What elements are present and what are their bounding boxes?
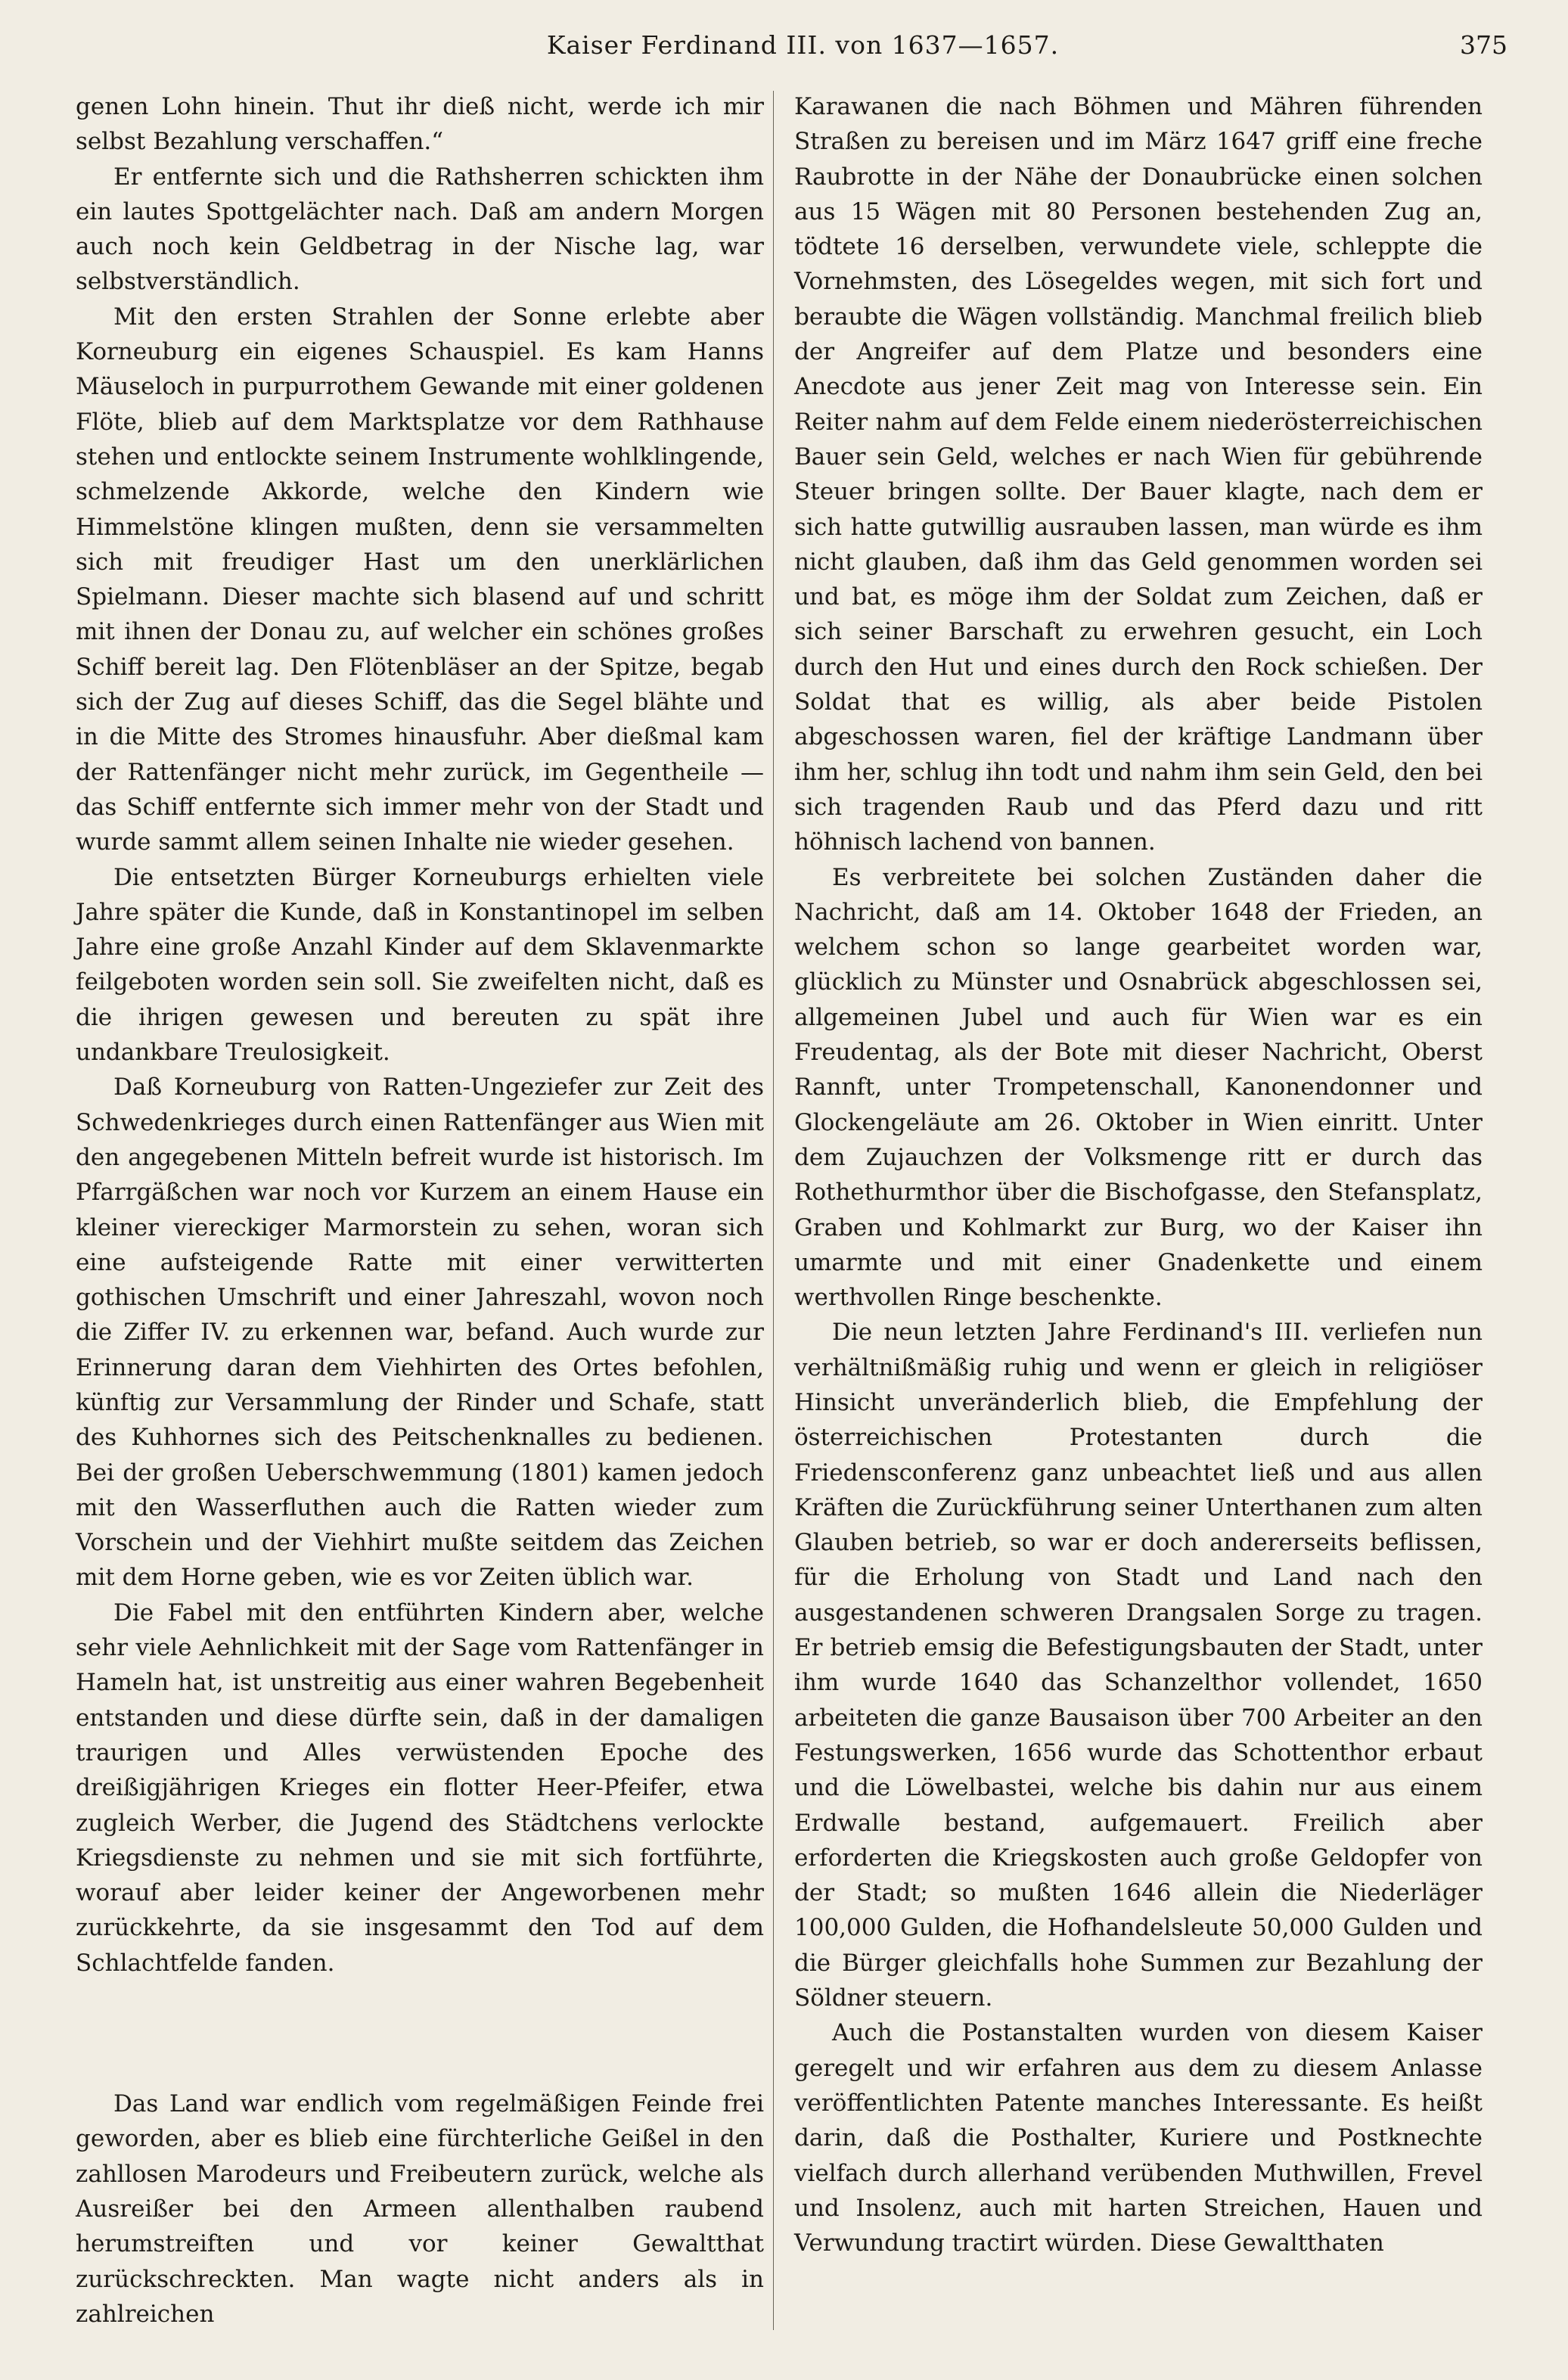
paragraph: Daß Korneuburg von Ratten-Ungeziefer zur Zeit des Schwedenkrieges durch einen Rattenfänger aus Wien mit den angegebenen Mitteln befreit wurde ist historisch. Im Pfarrgäßchen war noch vor Kurzem an einem Hause ein kleiner viereckiger Marmorstein zu sehen, woran sich eine aufsteigende Ratte mit einer verwitterten gothischen Umschrift und einer Jahreszahl, wovon noch die Ziffer IV. zu erkennen war, befand. Auch wurde zur Erinnerung daran dem Viehhirten des Ortes befohlen, künftig zur Versammlung der Rinder und Schafe, statt des Kuhhornes sich des Peitschenknalles zu bedienen. Bei der großen Ueberschwemmung (1801) kamen jedoch mit den Wasserfluthen auch die Ratten wieder zum Vorschein und der Viehhirt mußte seitdem das Zeichen mit dem Horne geben, wie es vor Zeiten üblich war. — [76, 1073, 764, 1592]
running-title: Kaiser Ferdinand III. von 1637—1657. — [546, 30, 1060, 60]
paragraph: Karawanen die nach Böhmen und Mähren führenden Straßen zu bereisen und im März 1647 griff eine freche Raubrotte in der Nähe der Donaubrücke einen solchen aus 15 Wägen mit 80 Personen bestehenden Zug an, tödtete 16 derselben, verwundete viele, schleppte die Vornehmsten, des Lösegeldes wegen, mit sich fort und beraubte die Wägen vollständig. Manchmal freilich blieb der Angreifer auf dem Platze und besonders eine Anecdote aus jener Zeit mag von Interesse sein. Ein Reiter nahm auf dem Felde einem niederösterreichischen Bauer sein Geld, welches er nach Wien für gebührende Steuer bringen sollte. Der Bauer klagte, nach dem er sich hatte gutwillig ausrauben lassen, man würde es ihm nicht glauben, daß ihm das Geld genommen worden sei und bat, es möge ihm der Soldat zum Zeichen, daß er sich seiner Barschaft zu erwehren gesucht, ein Loch durch den Hut und eines durch den Rock schießen. Der Soldat that es willig, als aber beide Pistolen abgeschossen waren, fiel der kräftige Landmann über ihm her, schlug ihn todt und nahm ihm sein Geld, den bei sich tragenden Raub und das Pferd dazu und ritt höhnisch lachend von bannen. — [794, 93, 1483, 856]
paragraph: Das Land war endlich vom regelmäßigen Feinde frei geworden, aber es blieb eine fürchterliche Geißel in den zahllosen Marodeurs und Freibeutern zurück, welche als Ausreißer bei den Armeen allenthalben raubend herumstreiften und vor keiner Gewaltthat zurückschreckten. Man wagte nicht anders als in zahlreichen — [76, 2090, 764, 2328]
paragraph: Er entfernte sich und die Rathsherren schickten ihm ein lautes Spottgelächter nach. Daß am andern Morgen auch noch kein Geldbetrag in der Nische lag, war selbstverständlich. — [76, 163, 764, 296]
right-column — [794, 89, 1483, 2260]
page-number: 375 — [1460, 30, 1507, 60]
paragraph: Die neun letzten Jahre Ferdinand's III. verliefen nun verhältnißmäßig ruhig und wenn er gleich in religiöser Hinsicht unveränderlich blieb, die Empfehlung der österreichischen Protestanten durch die Friedensconferenz ganz unbeachtet ließ und aus allen Kräften die Zurückführung seiner Unterthanen zum alten Glauben betrieb, so war er doch andererseits beflissen, für die Erholung von Stadt und Land nach den ausgestandenen schweren Drangsalen Sorge zu tragen. Er betrieb emsig die Befestigungsbauten der Stadt, unter ihm wurde 1640 das Schanzelthor vollendet, 1650 arbeiteten die ganze Bausaison über 700 Arbeiter an den Festungswerken, 1656 wurde das Schottenthor erbaut und die Löwelbastei, welche bis dahin nur aus einem Erdwalle bestand, aufgemauert. Freilich aber erforderten die Kriegskosten auch große Geldopfer von der Stadt; so mußten 1646 allein die Niederläger 100,000 Gulden, die Hofhandelsleute 50,000 Gulden und die Bürger gleichfalls hohe Summen zur Bezahlung der Söldner steuern. — [794, 1319, 1483, 2012]
paragraph: Die entsetzten Bürger Korneuburgs erhielten viele Jahre später die Kunde, daß in Konstantinopel im selben Jahre eine große Anzahl Kinder auf dem Sklavenmarkte feilgeboten worden sein soll. Sie zweifelten nicht, daß es die ihrigen gewesen und bereuten zu spät ihre undankbare Treulosigkeit. — [76, 863, 764, 1067]
paragraph: Es verbreitete bei solchen Zuständen daher die Nachricht, daß am 14. Oktober 1648 der Frieden, an welchem schon so lange gearbeitet worden war, glücklich zu Münster und Osnabrück abgeschlossen sei, allgemeinen Jubel und auch für Wien war es ein Freudentag, als der Bote mit dieser Nachricht, Oberst Rannft, unter Trompetenschall, Kanonendonner und Glockengeläute am 26. Oktober in Wien einritt. Unter dem Zujauchzen der Volksmenge ritt er durch das Rothethurmthor über die Bischofgasse, den Stefansplatz, Graben und Kohlmarkt zur Burg, wo der Kaiser ihn umarmte und mit einer Gnadenkette und einem werthvollen Ringe beschenkte. — [794, 863, 1483, 1312]
left-column — [76, 89, 764, 2332]
page-header — [83, 30, 1523, 68]
paragraph: Auch die Postanstalten wurden von diesem Kaiser geregelt und wir erfahren aus dem zu diesem Anlasse veröffentlichten Patente manches Interessante. Es heißt darin, daß die Posthalter, Kuriere und Postknechte vielfach durch allerhand verübenden Muthwillen, Frevel und Insolenz, auch mit harten Streichen, Hauen und Verwundung tractirt würden. Diese Gewaltthaten — [794, 2019, 1483, 2257]
paragraph: genen Lohn hinein. Thut ihr dieß nicht, werde ich mir selbst Bezahlung verschaffen.“ — [76, 93, 764, 156]
section-gap — [76, 1981, 764, 2086]
paragraph: Die Fabel mit den entführten Kindern aber, welche sehr viele Aehnlichkeit mit der Sage vom Rattenfänger in Hameln hat, ist unstreitig aus einer wahren Begebenheit entstanden und diese dürfte sein, daß in der damaligen traurigen und Alles verwüstenden Epoche des dreißigjährigen Krieges ein flotter Heer-Pfeifer, etwa zugleich Werber, die Jugend des Städtchens verlockte Kriegsdienste zu nehmen und sie mit sich fortführte, worauf aber leider keiner der Angeworbenen mehr zurückkehrte, da sie insgesammt den Tod auf dem Schlachtfelde fanden. — [76, 1599, 764, 1977]
paragraph: Mit den ersten Strahlen der Sonne erlebte aber Korneuburg ein eigenes Schauspiel. Es kam Hanns Mäuseloch in purpurrothem Gewande mit einer goldenen Flöte, blieb auf dem Marktsplatze vor dem Rathhause stehen und entlockte seinem Instrumente wohlklingende, schmelzende Akkorde, welche den Kindern wie Himmelstöne klingen mußten, denn sie versammelten sich mit freudiger Hast um den unerklärlichen Spielmann. Dieser machte sich blasend auf und schritt mit ihnen der Donau zu, auf welcher ein schönes großes Schiff bereit lag. Den Flötenbläser an der Spitze, begab sich der Zug auf dieses Schiff, das die Segel blähte und in die Mitte des Stromes hinausfuhr. Aber dießmal kam der Rattenfänger nicht mehr zurück, im Gegentheile — das Schiff entfernte sich immer mehr von der Stadt und wurde sammt allem seinen Inhalte nie wieder gesehen. — [76, 303, 764, 856]
column-divider — [773, 91, 774, 2330]
